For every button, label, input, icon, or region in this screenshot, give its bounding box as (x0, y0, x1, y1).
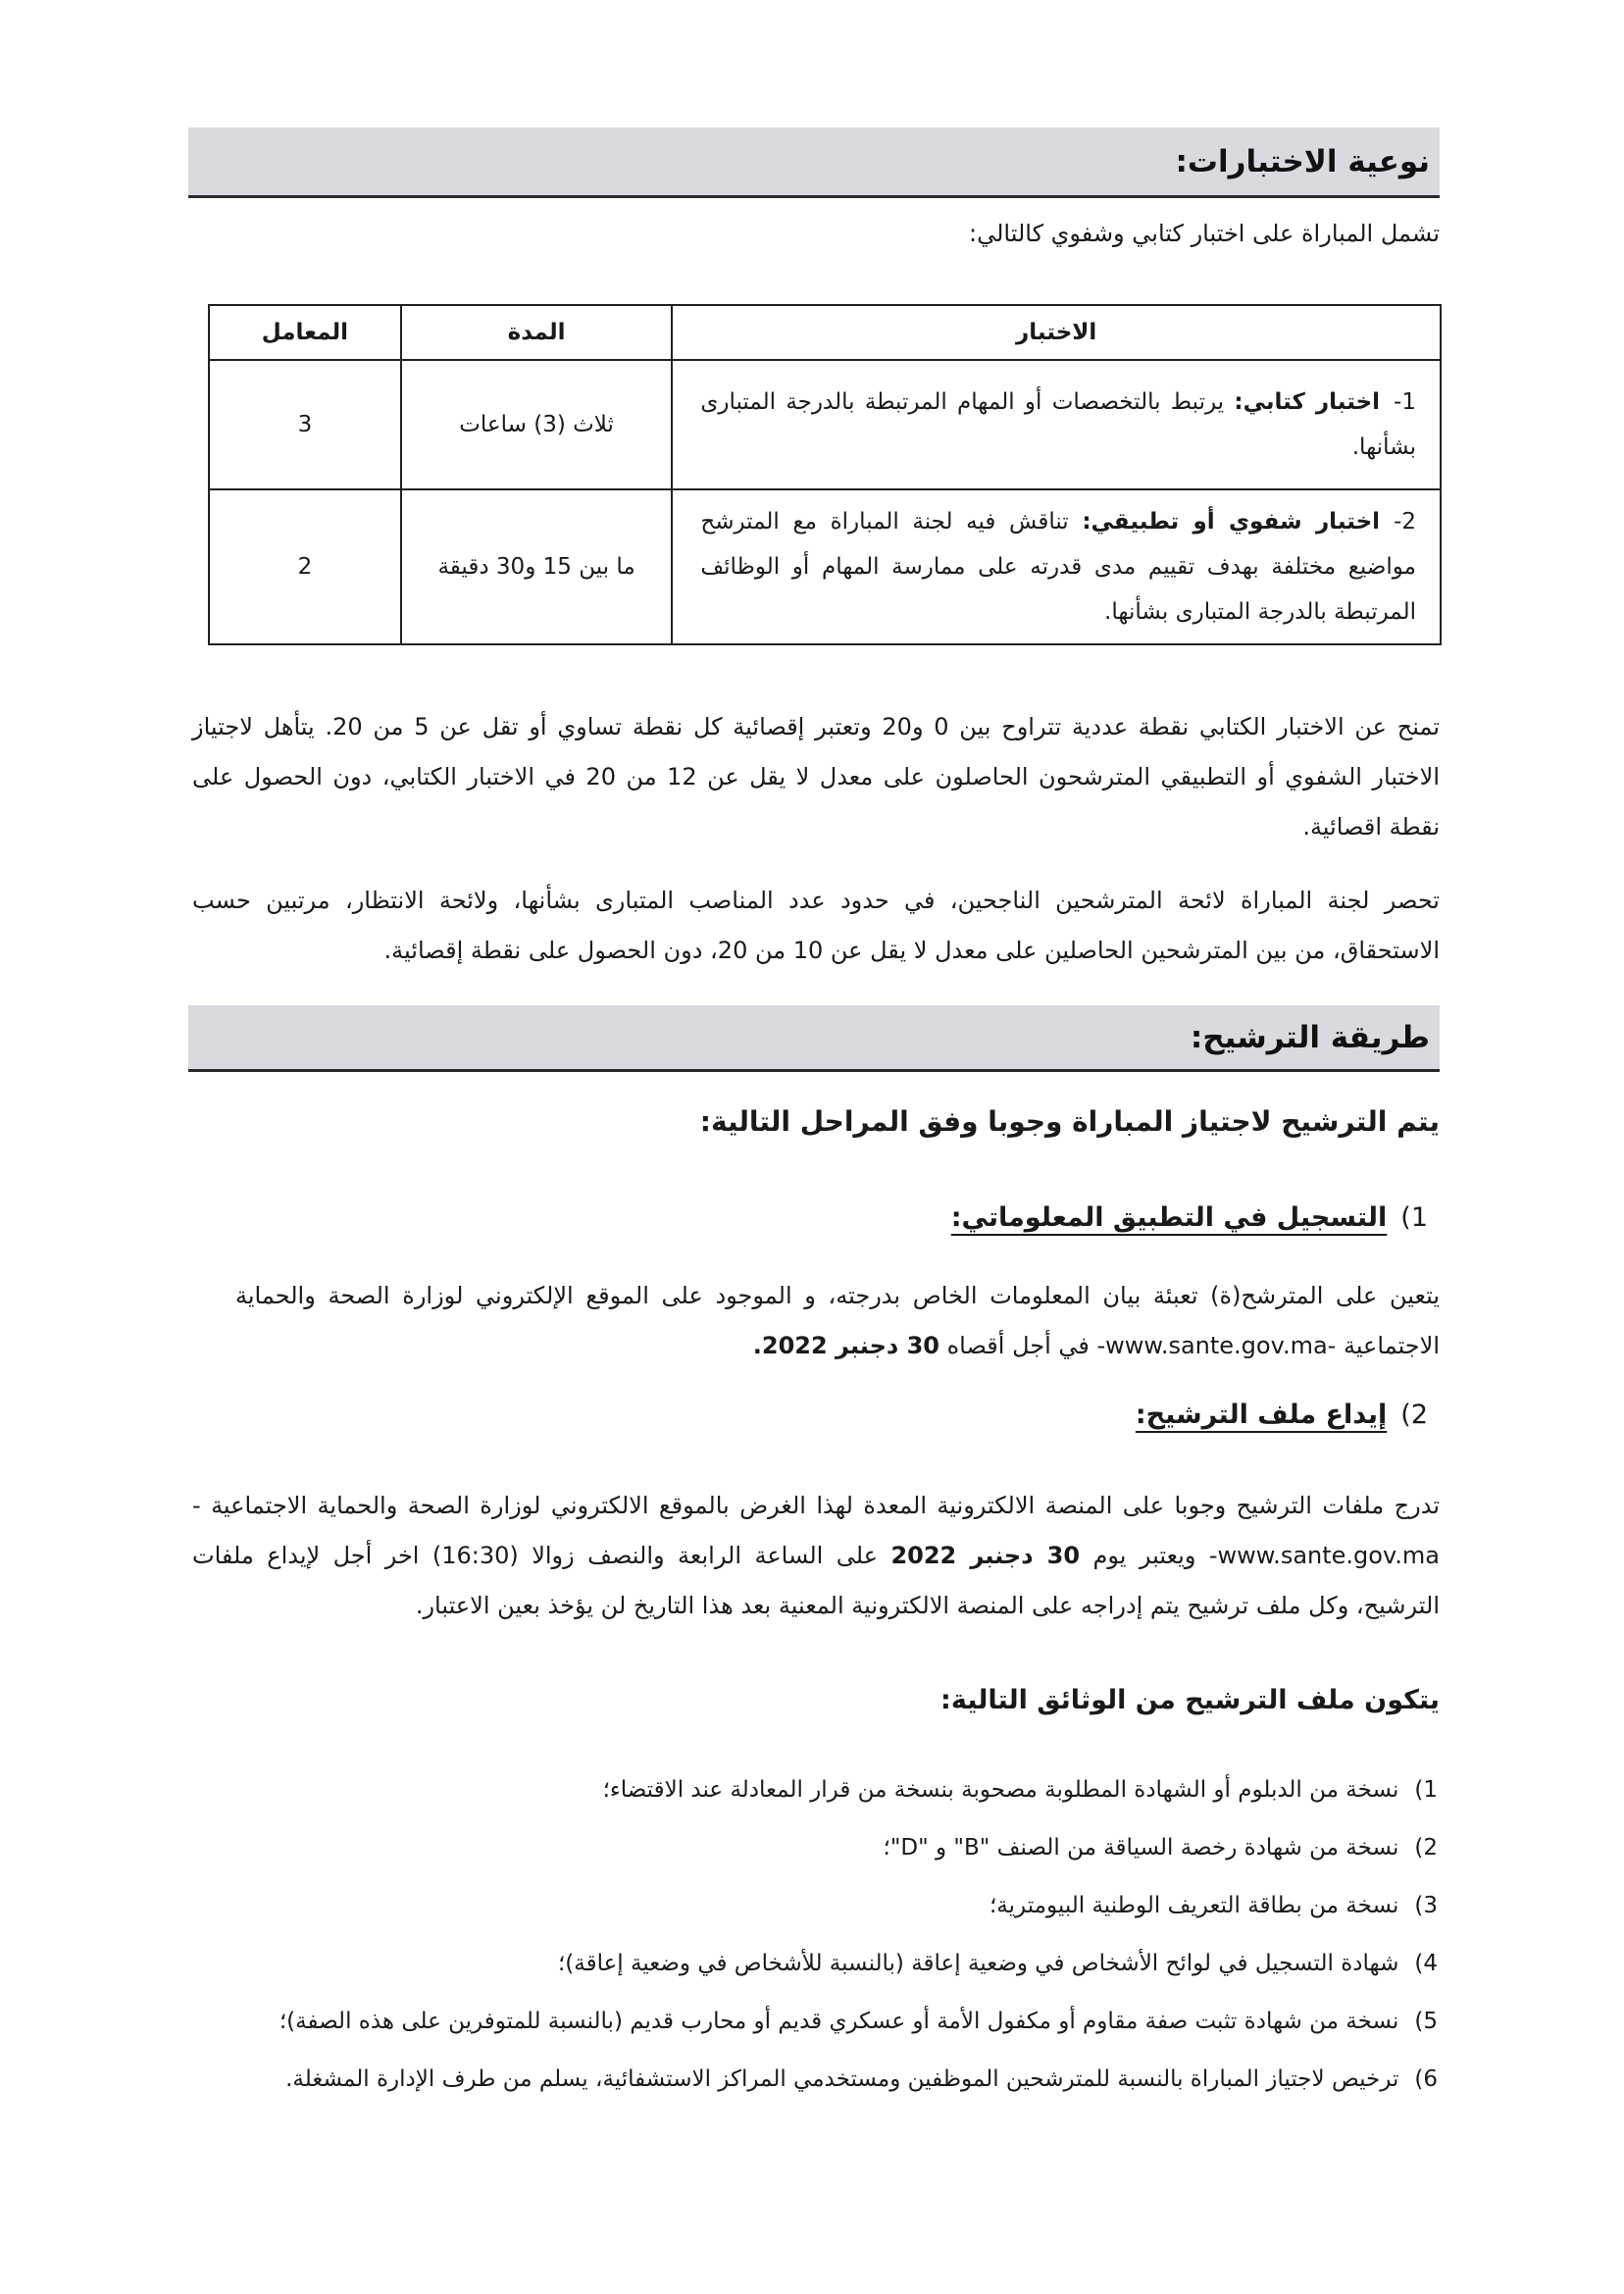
duration-cell: ثلاث (3) ساعات (401, 360, 673, 489)
list-item (884, 1835, 1438, 1861)
scoring-paragraph: تمنح عن الاختبار الكتابي نقطة عددية تتراوح بين 0 و20 وتعتبر إقصائية كل نقطة تساوي أو تقل عن 5 من 20. يتأهل لاجتياز الاختبار الشفوي أو التطبيقي المترشحون الحاصلون على معدل لا يقل عن 12 من 20 في الاختبار الكتابي، دون الحصول على نقطة اقصائية. (192, 713, 1441, 841)
table-row (209, 360, 1441, 489)
item-text: نسخة من شهادة تثبت صفة مقاوم أو مكفول الأمة أو عسكري قديم أو محارب قديم (بالنسبة للمتوفرين على هذه الصفة)؛ (279, 2009, 1399, 2034)
item-number: 6) (1414, 2066, 1438, 2092)
step-text-continued: على الساعة الرابعة والنصف زوالا (16:30) اخر أجل لإيداع ملفات الترشيح، وكل ملف ترشيح يتم إدراجه على المنصة الالكترونية المعنية بعد هذا التاريخ لن يؤخذ بعين الاعتبار. (192, 1542, 1440, 1619)
step-2-title (1136, 1400, 1428, 1430)
application-lead: يتم الترشيح لاجتياز المباراة وجوبا وفق المراحل التالية: (699, 1105, 1440, 1138)
row-number: 2- (1394, 509, 1417, 535)
list-item (603, 1777, 1438, 1803)
test-cell (672, 489, 1441, 644)
header-test: الاختبار (672, 305, 1441, 360)
step-1-title (951, 1202, 1428, 1233)
step-text: يتعين على المترشح(ة) تعبئة بيان المعلومات الخاص بدرجته، و الموجود على الموقع الإلكتروني لوزارة الصحة والحماية الاجتماعية -www.sante.gov.ma- في أجل أقصاه (235, 1282, 1440, 1359)
item-number: 2) (1414, 1835, 1438, 1861)
tests-intro: تشمل المباراة على اختبار كتابي وشفوي كالتالي: (968, 220, 1440, 247)
table-row (209, 489, 1441, 644)
item-number: 3) (1414, 1893, 1438, 1918)
header-duration: المدة (401, 305, 673, 360)
item-text: نسخة من شهادة رخصة السياقة من الصنف "B" و "D"؛ (883, 1835, 1399, 1861)
step-number: 1) (1400, 1202, 1428, 1233)
item-number: 4) (1414, 1951, 1438, 1976)
list-item (279, 2009, 1438, 2034)
step-deadline: 30 دجنبر 2022 (890, 1542, 1081, 1569)
test-name: اختبار كتابي: (1234, 389, 1381, 415)
item-text: نسخة من بطاقة التعريف الوطنية البيومترية؛ (990, 1893, 1399, 1918)
step-title-text: إيداع ملف الترشيح: (1135, 1400, 1388, 1430)
test-cell (672, 360, 1441, 489)
step-2-text (192, 1481, 1440, 1631)
duration-cell: ما بين 15 و30 دقيقة (401, 489, 673, 644)
item-text: ترخيص لاجتياز المباراة بالنسبة للمترشحين الموظفين ومستخدمي المراكز الاستشفائية، يسلم من طرف الإدارة المشغلة. (285, 2066, 1399, 2092)
item-number: 5) (1414, 2009, 1438, 2034)
section-header-tests (188, 127, 1440, 198)
coefficient-cell: 3 (209, 360, 401, 489)
item-number: 1) (1414, 1777, 1438, 1803)
list-item (558, 1951, 1438, 1976)
row-number: 1- (1394, 389, 1416, 415)
step-text: تدرج ملفات الترشيح وجوبا على المنصة الالكترونية المعدة لهذا الغرض بالموقع الالكتروني لوزارة الصحة والحماية الاجتماعية -www.sante.gov.ma- ويعتبر يوم (192, 1492, 1441, 1569)
step-1-text (235, 1271, 1440, 1371)
section-title-tests: نوعية الاختبارات: (1175, 143, 1430, 179)
step-number: 2) (1400, 1400, 1428, 1430)
ranking-paragraph: تحصر لجنة المباراة لائحة المترشحين الناجحين، في حدود عدد المناصب المتبارى بشأنها، ولائحة الانتظار، مرتبين حسب الاستحقاق، من بين المترشحين الحاصلين على معدل لا يقل عن 10 من 20، دون الحصول على نقطة إقصائية. (192, 887, 1440, 964)
step-title-text: التسجيل في التطبيق المعلوماتي: (950, 1202, 1388, 1233)
item-text: نسخة من الدبلوم أو الشهادة المطلوبة مصحوبة بنسخة من قرار المعادلة عند الاقتضاء؛ (602, 1777, 1399, 1803)
section-title-application: طريقة الترشيح: (1190, 1019, 1430, 1055)
tests-table-header-row (209, 305, 1441, 360)
test-description: يرتبط بالتخصصات أو المهام المرتبطة بالدرجة المتبارى بشأنها. (700, 389, 1416, 460)
step-deadline: 30 دجنبر 2022. (752, 1332, 939, 1359)
documents-heading: يتكون ملف الترشيح من الوثائق التالية: (940, 1685, 1440, 1715)
list-item (990, 1893, 1438, 1918)
coefficient-cell: 2 (209, 489, 401, 644)
test-description: تناقش فيه لجنة المباراة مع المترشح مواضيع مختلفة بهدف تقييم مدى قدرته على ممارسة المهام أو الوظائف المرتبطة بالدرجة المتبارى بشأنها. (700, 509, 1416, 625)
list-item (285, 2066, 1438, 2092)
section-header-application (188, 1005, 1440, 1072)
item-text: شهادة التسجيل في لوائح الأشخاص في وضعية إعاقة (بالنسبة للأشخاص في وضعية إعاقة)؛ (557, 1951, 1399, 1976)
header-coefficient: المعامل (209, 305, 401, 360)
tests-table (208, 304, 1442, 645)
test-name: اختبار شفوي أو تطبيقي: (1082, 509, 1381, 535)
